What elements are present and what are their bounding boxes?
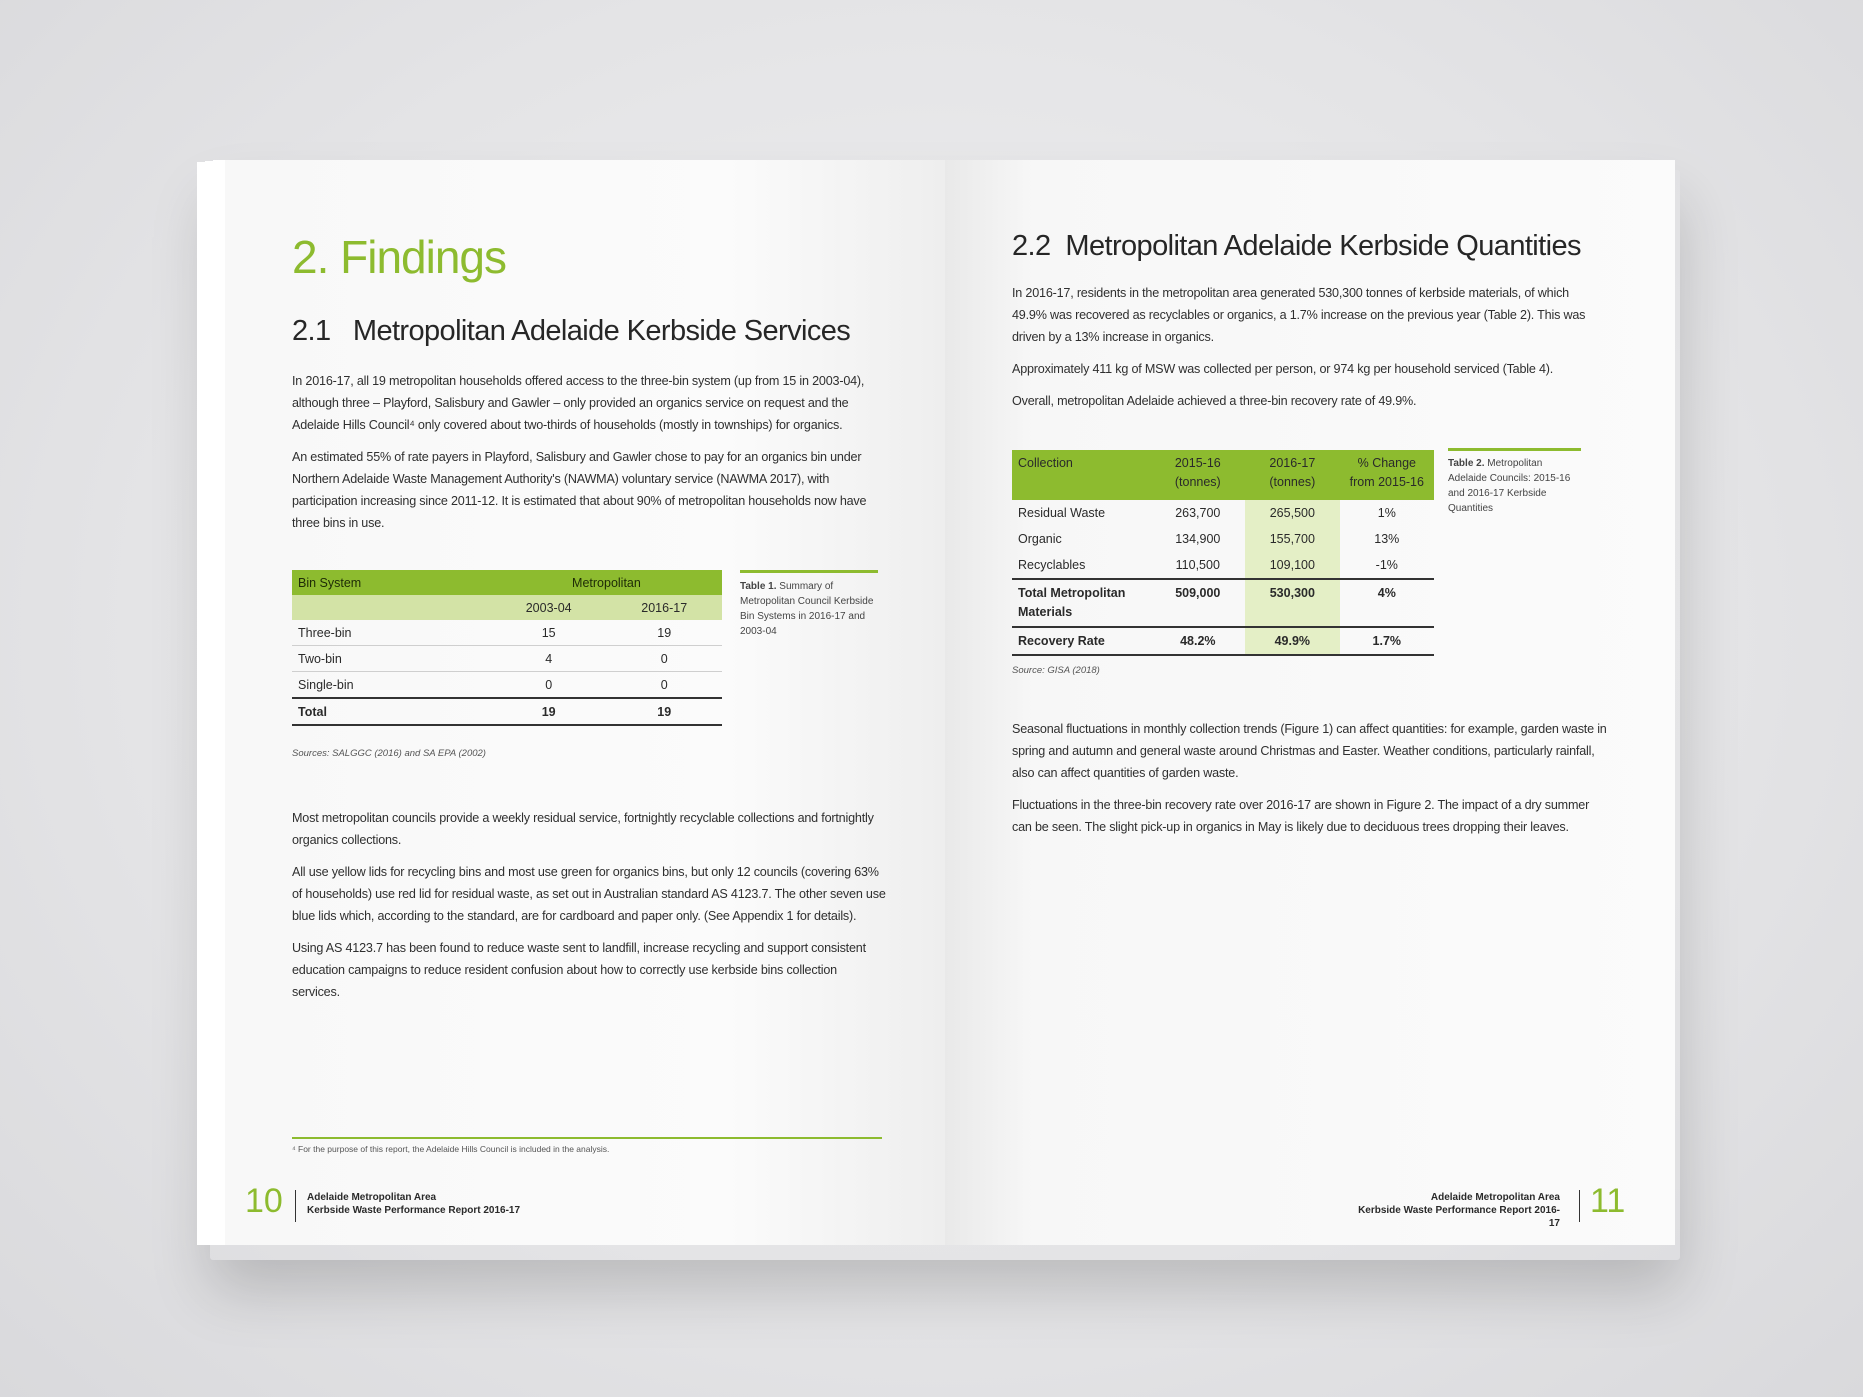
cell: 19 — [491, 698, 607, 725]
cell: -1% — [1375, 558, 1398, 572]
table-header: Bin System — [292, 570, 491, 595]
section-title: 2.1 Metropolitan Adelaide Kerbside Services — [292, 315, 851, 347]
paragraph: Most metropolitan councils provide a weekly residual service, fortnightly recyclable collections and fortnightly organics collections. — [292, 811, 874, 847]
cell: 509,000 — [1151, 579, 1246, 627]
cell: Two-bin — [292, 646, 491, 672]
table-row — [292, 620, 722, 646]
footer-line: Kerbside Waste Performance Report 2016-17 — [307, 1205, 521, 1216]
cell: 4 — [491, 646, 607, 672]
cell: Residual Waste — [1018, 506, 1106, 520]
footer-divider — [295, 1190, 296, 1222]
caption-text: Summary of Metropolitan Council Kerbside Bin Systems in 2016-17 and 2003-04 — [740, 581, 874, 637]
table-row — [1012, 552, 1434, 579]
caption-text: Metropolitan Adelaide Councils: 2015-16 and 2016-17 Kerbside Quantities — [1448, 458, 1571, 514]
table-row — [1012, 526, 1434, 552]
table-header: 2016-17 (tonnes) — [1245, 450, 1340, 500]
footnote: ⁴ For the purpose of this report, the Adelaide Hills Council is included in the analysis. — [292, 1144, 610, 1154]
cell: Three-bin — [292, 620, 491, 646]
table1-caption — [740, 570, 878, 639]
kerbside-quantities-table — [1012, 450, 1434, 656]
footer-title — [307, 1191, 520, 1217]
cell: 110,500 — [1175, 558, 1220, 572]
cell: 48.2% — [1151, 627, 1246, 655]
table-total-row — [1012, 579, 1434, 627]
cell: 13% — [1374, 532, 1400, 546]
cell: Total Metropolitan Materials — [1012, 579, 1151, 627]
footer-line: Adelaide Metropolitan Area — [1430, 1192, 1560, 1203]
cell: 263,700 — [1175, 506, 1221, 520]
table-row — [292, 646, 722, 672]
paragraph: Seasonal fluctuations in monthly collection trends (Figure 1) can affect quantities: for example, garden waste in spring and autumn and general waste around Christmas and Easter. Weather conditions, particularly rainfall, also can affect quantities of garden waste. — [1012, 722, 1607, 780]
footer-divider — [1579, 1190, 1580, 1222]
closing-text — [292, 807, 887, 1013]
table-recovery-row — [1012, 627, 1434, 655]
caption-rule — [740, 570, 878, 573]
cell: 0 — [606, 646, 722, 672]
table1-source: Sources: SALGGC (2016) and SA EPA (2002) — [292, 748, 486, 759]
cell: 0 — [606, 672, 722, 699]
cell: Recyclables — [1018, 558, 1086, 572]
paragraph: In 2016-17, all 19 metropolitan households offered access to the three-bin system (up from 15 in 2003-04), although three – Playford, Salisbury and Gawler – only provided an organics service on request and the Adelaide Hills Council⁴ only covered about two-thirds of households (mostly in townships) for organics. — [292, 374, 865, 432]
section-title: 2.2 Metropolitan Adelaide Kerbside Quantities — [1012, 230, 1581, 262]
table-total-row — [292, 698, 722, 725]
cell: 109,100 — [1245, 552, 1340, 579]
cell: Recovery Rate — [1012, 627, 1151, 655]
paragraph: In 2016-17, residents in the metropolitan area generated 530,300 tonnes of kerbside materials, of which 49.9% was recovered as recyclables or organics, a 1.7% increase on the previous year (Table 2). This was driven by a 13% increase in organics. — [1012, 286, 1586, 344]
right-page — [945, 160, 1675, 1245]
intro-text — [1012, 282, 1597, 422]
page-number: 10 — [245, 1182, 283, 1220]
cell: 19 — [606, 698, 722, 725]
footer-line: Adelaide Metropolitan Area — [307, 1192, 437, 1203]
closing-text — [1012, 718, 1607, 848]
footer-title — [1350, 1191, 1560, 1230]
table-header: Metropolitan — [491, 570, 722, 595]
cell: 0 — [491, 672, 607, 699]
intro-text — [292, 370, 882, 544]
table-header: % Change from 2015-16 — [1340, 450, 1434, 500]
caption-rule — [1448, 448, 1581, 451]
paragraph: An estimated 55% of rate payers in Playford, Salisbury and Gawler chose to pay for an organics bin under Northern Adelaide Waste Management Authority's (NAWMA) voluntary service (NAWMA 2017), with participation increasing since 2011-12. It is estimated that about 90% of metropolitan households now have three bins in use. — [292, 450, 867, 530]
cell: 134,900 — [1175, 532, 1221, 546]
cell: 265,500 — [1245, 500, 1340, 526]
cell: 49.9% — [1245, 627, 1340, 655]
table2-source: Source: GISA (2018) — [1012, 665, 1100, 676]
paragraph: Using AS 4123.7 has been found to reduce waste sent to landfill, increase recycling and support consistent education campaigns to reduce resident confusion about how to correctly use kerbside bins collection services. — [292, 941, 866, 999]
table2-caption — [1448, 448, 1581, 516]
caption-label: Table 2. — [1448, 458, 1485, 469]
paragraph: Overall, metropolitan Adelaide achieved a three-bin recovery rate of 49.9%. — [1012, 394, 1417, 408]
table-header: 2015-16 (tonnes) — [1151, 450, 1246, 500]
cell: 1% — [1377, 506, 1396, 520]
table-row — [1012, 500, 1434, 526]
table-header: 2016-17 — [606, 595, 722, 620]
caption-label: Table 1. — [740, 581, 777, 592]
footer-line: Kerbside Waste Performance Report 2016-17 — [1358, 1205, 1560, 1229]
cell: Single-bin — [292, 672, 491, 699]
chapter-title: 2. Findings — [292, 231, 507, 283]
cell: Organic — [1018, 532, 1062, 546]
table-row — [292, 672, 722, 699]
cell: 15 — [491, 620, 607, 646]
cell: 1.7% — [1340, 627, 1434, 655]
cell: Total — [292, 698, 491, 725]
bin-system-table — [292, 570, 722, 726]
cell: 155,700 — [1245, 526, 1340, 552]
left-page — [225, 160, 945, 1245]
table-header: 2003-04 — [491, 595, 607, 620]
cell: 19 — [606, 620, 722, 646]
footnote-rule — [292, 1137, 882, 1139]
table-header: Collection — [1012, 450, 1151, 500]
cell: 4% — [1340, 579, 1434, 627]
paragraph: All use yellow lids for recycling bins and most use green for organics bins, but only 12 councils (covering 63% of households) use red lid for residual waste, as set out in Australian standard AS 4123.7. The other seven use blue lids which, according to the standard, are for cardboard and paper only. (See Appendix 1 for details). — [292, 865, 886, 923]
page-number: 11 — [1590, 1182, 1626, 1220]
paragraph: Approximately 411 kg of MSW was collected per person, or 974 kg per household serviced (Table 4). — [1012, 362, 1554, 376]
paragraph: Fluctuations in the three-bin recovery rate over 2016-17 are shown in Figure 2. The impact of a dry summer can be seen. The slight pick-up in organics in May is likely due to deciduous trees dropping their leaves. — [1012, 798, 1590, 834]
cell: 530,300 — [1245, 579, 1340, 627]
